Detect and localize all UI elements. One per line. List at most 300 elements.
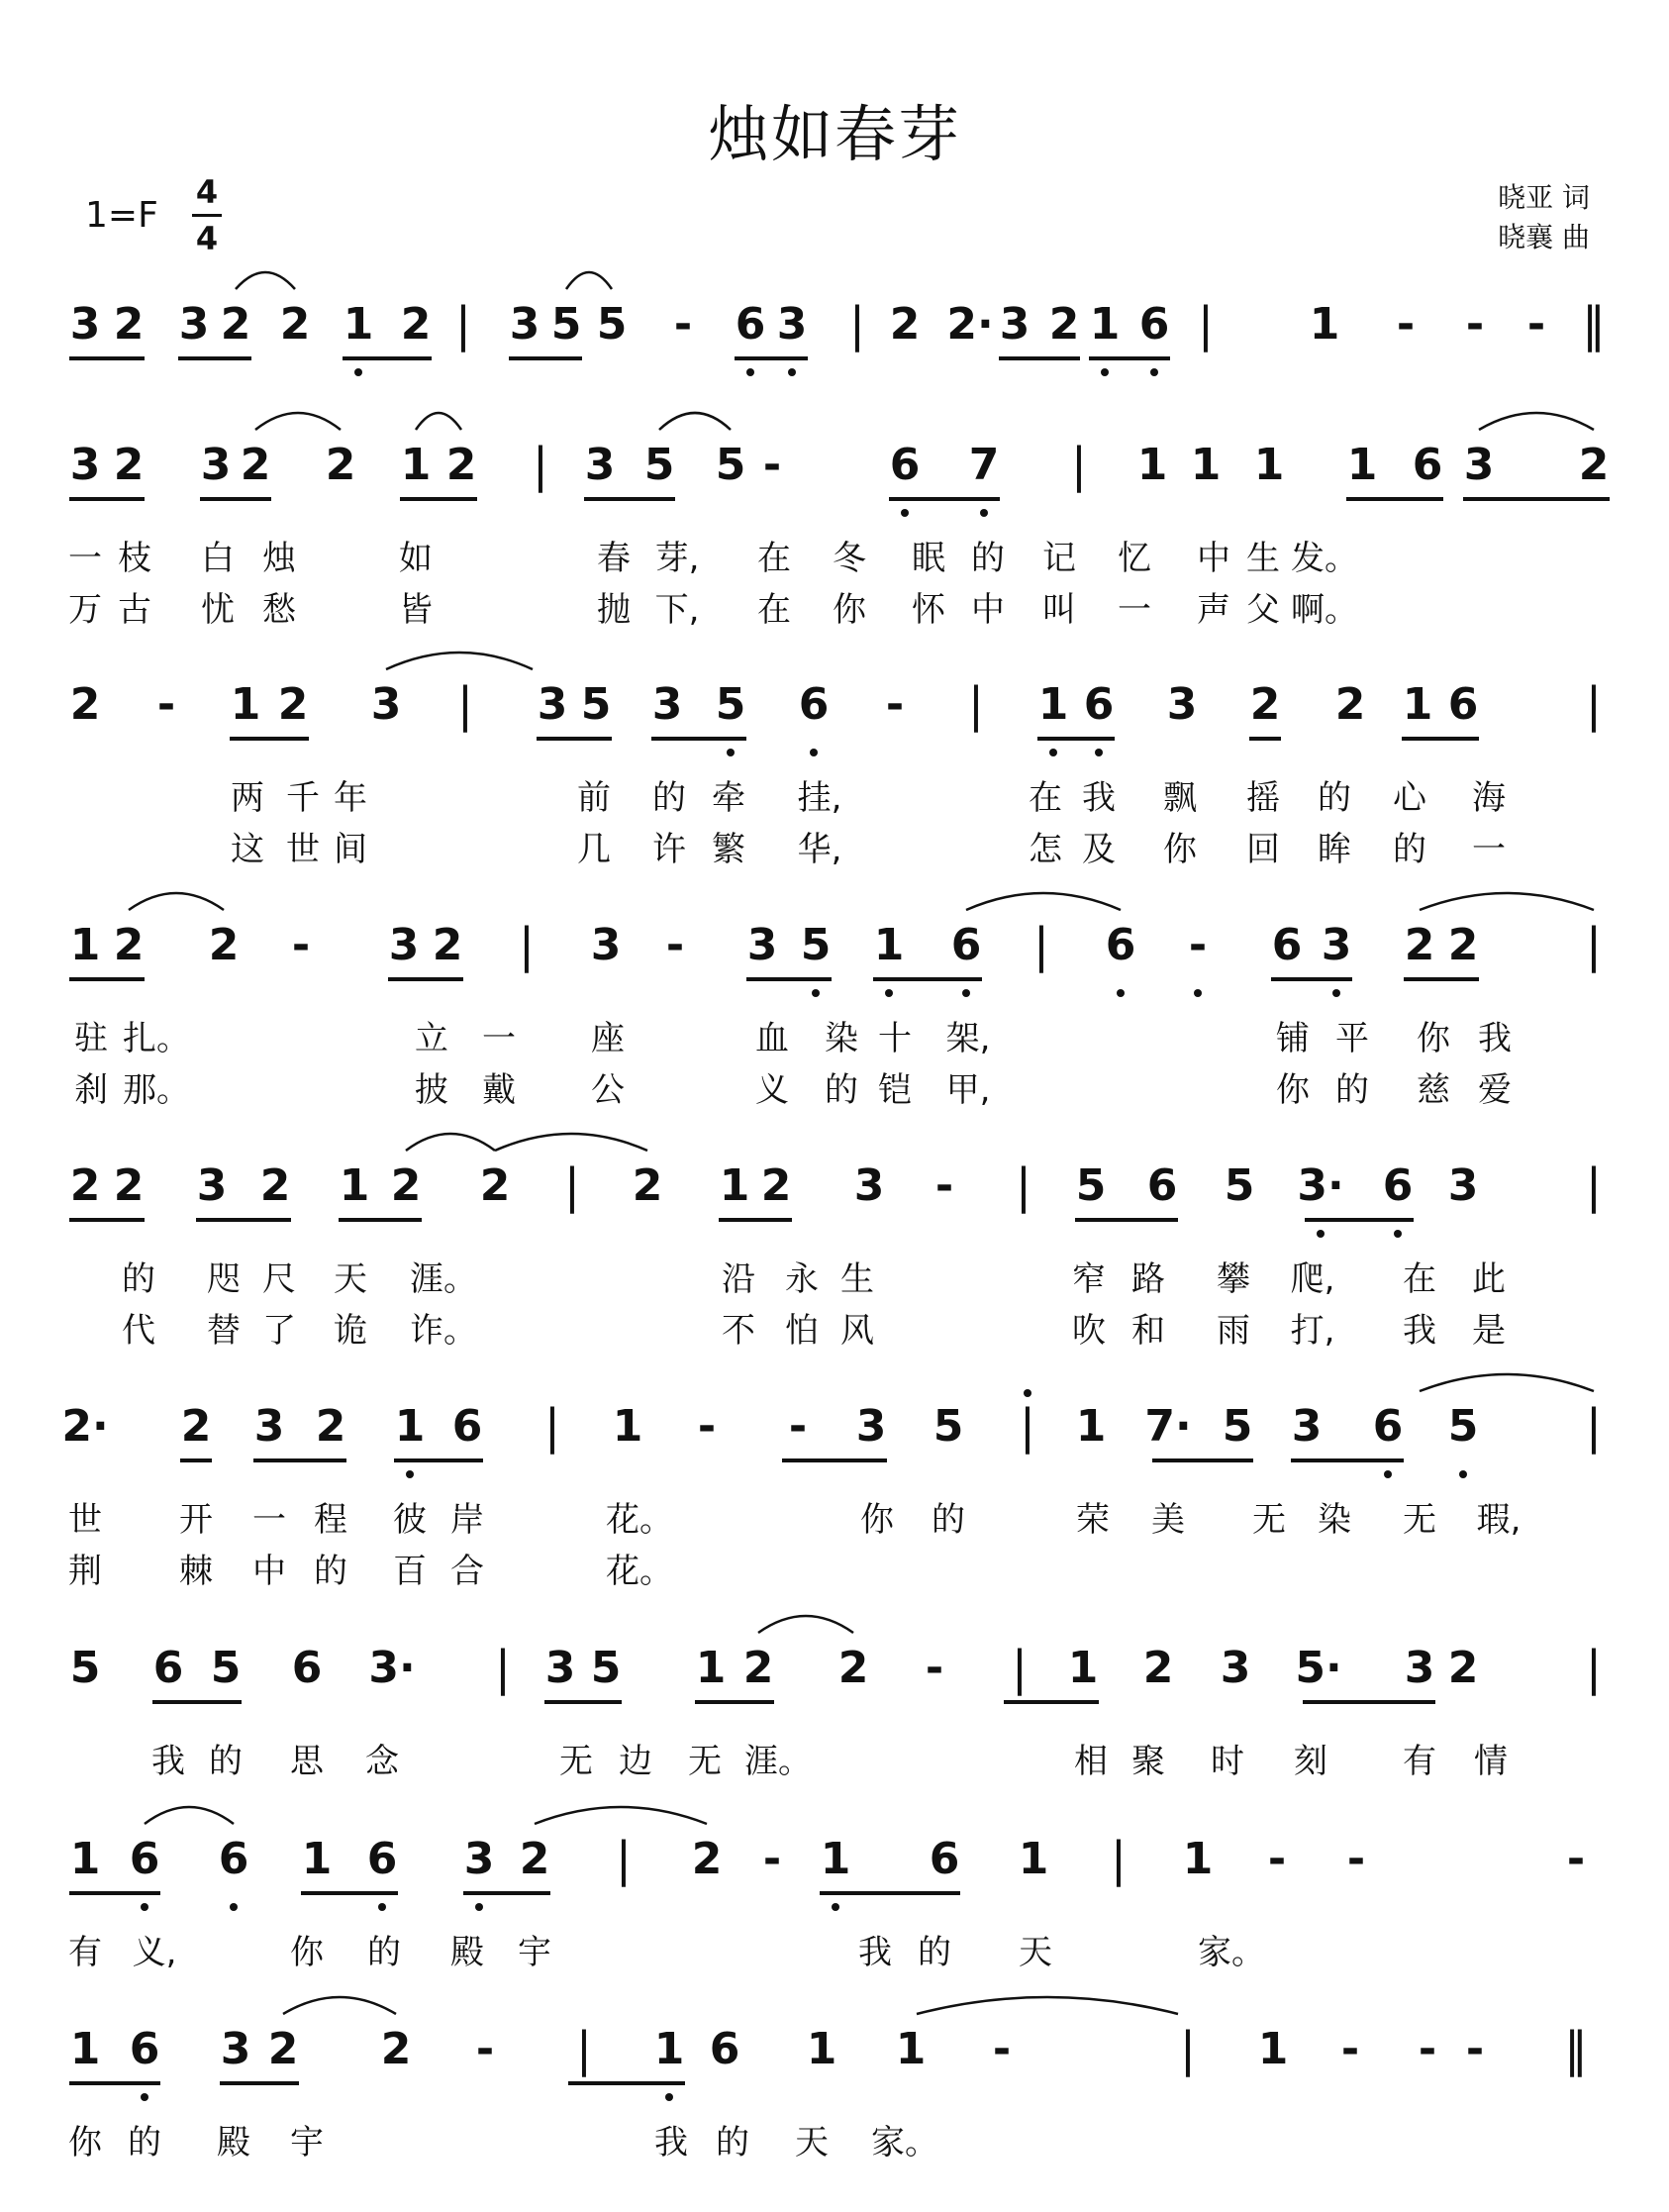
note: 1: [695, 1643, 727, 1693]
dash: -: [762, 1834, 782, 1884]
note: 2: [69, 1160, 101, 1211]
note: 6: [129, 1834, 160, 1884]
note: 3: [776, 299, 808, 350]
barline: |: [1110, 1832, 1128, 1887]
note: 2: [113, 299, 145, 350]
lyric-char: 你: [1163, 830, 1197, 869]
lyric-char: 生: [1246, 539, 1280, 578]
dash: -: [665, 920, 685, 970]
lyric-char: 的: [1335, 1070, 1369, 1110]
note: 2: [519, 1834, 550, 1884]
slur-arc: [236, 272, 295, 289]
note: 2: [180, 1401, 212, 1452]
dash: -: [1526, 299, 1546, 350]
note: 1: [653, 2024, 685, 2074]
dash: -: [1396, 299, 1416, 350]
lyric-char: 万: [68, 590, 102, 630]
slur-arc: [386, 653, 533, 669]
note: 2: [837, 1643, 869, 1693]
barline: |: [615, 1832, 633, 1887]
slur-arc: [1479, 413, 1594, 430]
note: 1: [1018, 1834, 1049, 1884]
note: 6: [1372, 1401, 1404, 1452]
lyric-char: 咫: [207, 1259, 241, 1299]
lyric-char: 我: [1478, 1019, 1512, 1058]
lyric-char: 的: [716, 2123, 749, 2162]
lyric-char: 摇: [1246, 778, 1280, 818]
lyric-char: 爱: [1478, 1070, 1512, 1110]
lyric-char: 的: [209, 1742, 243, 1781]
note: 6: [129, 2024, 160, 2074]
lyric-char: 春: [597, 539, 631, 578]
lyric-char: 染: [1318, 1500, 1351, 1540]
barline: |: [1197, 297, 1215, 352]
lyric-char: 千: [286, 778, 320, 818]
note: 6: [291, 1643, 323, 1693]
note: 5·: [1295, 1643, 1342, 1693]
note: 2: [113, 920, 145, 970]
lyric-char: 古: [118, 590, 151, 630]
note: 5: [643, 440, 675, 490]
note: 3: [1220, 1643, 1251, 1693]
lyric-char: 尺: [262, 1259, 296, 1299]
lyric-char: 无: [1252, 1500, 1286, 1540]
note: 3: [178, 299, 210, 350]
lyric-char: 中: [1197, 539, 1230, 578]
note: 3: [1291, 1401, 1323, 1452]
note: 6: [1146, 1160, 1178, 1211]
note: 3: [1463, 440, 1495, 490]
lyric-char: 下,: [654, 590, 700, 630]
note: 2: [240, 440, 271, 490]
lyric-char: 你: [1276, 1070, 1310, 1110]
note: 6: [929, 1834, 960, 1884]
lyric-char: 记: [1042, 539, 1076, 578]
barline: |: [1019, 1399, 1036, 1455]
lyric-char: 花。: [606, 1500, 673, 1540]
note: 2: [760, 1160, 792, 1211]
dash: -: [291, 920, 311, 970]
lyric-char: 荣: [1076, 1500, 1110, 1540]
note: 3: [746, 920, 778, 970]
lyric-char: 心: [1393, 778, 1426, 818]
lyric-char: 有: [1403, 1742, 1436, 1781]
barline: |: [456, 677, 474, 733]
note: 3: [388, 920, 420, 970]
lyric-char: 叫: [1042, 590, 1076, 630]
barline: |: [1032, 918, 1050, 973]
lyric-char: 染: [825, 1019, 858, 1058]
slur-arc: [566, 272, 612, 289]
slur-arc: [917, 1997, 1178, 2014]
barline: |: [494, 1641, 512, 1696]
note: 1: [1190, 440, 1222, 490]
lyric-char: 无: [688, 1742, 722, 1781]
lyric-char: 代: [122, 1311, 155, 1351]
dash: -: [788, 1401, 808, 1452]
lyric-char: 这: [231, 830, 264, 869]
lyric-char: 义,: [132, 1933, 177, 1972]
lyric-char: 华,: [797, 830, 842, 869]
note: 1: [895, 2024, 927, 2074]
note: 1: [69, 1834, 101, 1884]
note: 7: [968, 440, 1000, 490]
barline: |: [532, 438, 549, 493]
note: 1: [1075, 1401, 1107, 1452]
lyric-char: 涯。: [410, 1259, 477, 1299]
slur-arc: [495, 1134, 647, 1151]
lyric-char: 皆: [399, 590, 433, 630]
note: 5: [596, 299, 628, 350]
lyric-char: 此: [1472, 1259, 1506, 1299]
note: 6: [950, 920, 982, 970]
lyric-char: 刹: [74, 1070, 108, 1110]
dash: -: [925, 1643, 944, 1693]
lyric-char: 的: [932, 1500, 965, 1540]
note: 2: [432, 920, 463, 970]
note: 3: [1321, 920, 1352, 970]
lyric-char: 花。: [606, 1552, 673, 1591]
lyric-char: 攀: [1217, 1259, 1250, 1299]
note: 2: [889, 299, 921, 350]
dash: -: [1566, 1834, 1586, 1884]
note: 1: [1136, 440, 1168, 490]
lyric-char: 爬,: [1290, 1259, 1335, 1299]
barline: |: [848, 297, 866, 352]
note: 3: [463, 1834, 495, 1884]
lyric-char: 十: [878, 1019, 912, 1058]
note: 2: [691, 1834, 723, 1884]
lyric-char: 中: [252, 1552, 286, 1591]
barline: |: [1585, 918, 1603, 973]
note: 3: [590, 920, 622, 970]
dash: -: [1188, 920, 1208, 970]
barline: |: [454, 297, 472, 352]
note: 2: [1404, 920, 1435, 970]
slur-arc: [255, 413, 341, 430]
time-signature-bottom: 4: [195, 220, 219, 257]
note: 3: [370, 679, 402, 730]
note: 5: [933, 1401, 964, 1452]
lyric-char: 牵: [712, 778, 745, 818]
lyric-char: 前: [577, 778, 611, 818]
lyric-char: 刻: [1294, 1742, 1327, 1781]
lyric-char: 抛: [597, 590, 631, 630]
lyric-char: 打,: [1290, 1311, 1335, 1351]
lyric-char: 的: [367, 1933, 401, 1972]
lyric-char: 我: [654, 2123, 688, 2162]
note: 6: [1271, 920, 1303, 970]
lyric-char: 披: [415, 1070, 448, 1110]
slur-arc: [535, 1807, 707, 1824]
note: 2: [279, 299, 311, 350]
lyric-char: 家。: [1198, 1933, 1265, 1972]
barline: ‖: [1564, 2022, 1588, 2077]
note: 5: [590, 1643, 622, 1693]
dash: -: [1346, 1834, 1366, 1884]
lyric-char: 生: [840, 1259, 874, 1299]
note: 3: [855, 1401, 887, 1452]
lyric-char: 座: [591, 1019, 625, 1058]
note: 1: [1067, 1643, 1099, 1693]
lyric-char: 的: [314, 1552, 347, 1591]
note: 1: [1037, 679, 1069, 730]
lyric-char: 的: [652, 778, 686, 818]
note: 7·: [1144, 1401, 1192, 1452]
lyric-char: 天: [1019, 1933, 1052, 1972]
barline: |: [1585, 1399, 1603, 1455]
barline: ‖: [1582, 297, 1606, 352]
lyric-char: 回: [1246, 830, 1280, 869]
lyric-char: 父: [1246, 590, 1280, 630]
slur-arc: [1420, 1374, 1594, 1391]
note: 2: [315, 1401, 346, 1452]
dash: -: [1267, 1834, 1287, 1884]
lyric-char: 边: [619, 1742, 652, 1781]
lyric-char: 我: [151, 1742, 185, 1781]
lyric-char: 义: [755, 1070, 789, 1110]
note: 3·: [1297, 1160, 1344, 1211]
lyric-char: 彼: [393, 1500, 427, 1540]
lyric-char: 芽,: [654, 539, 700, 578]
note: 1: [1257, 2024, 1289, 2074]
lyric-char: 如: [399, 539, 433, 578]
note: 6: [1105, 920, 1136, 970]
note: 3: [220, 2024, 251, 2074]
lyric-char: 雨: [1217, 1311, 1250, 1351]
slur-arc: [129, 893, 224, 910]
note: 3: [509, 299, 540, 350]
lyric-char: 是: [1472, 1311, 1506, 1351]
dash: -: [934, 1160, 954, 1211]
lyric-char: 眸: [1318, 830, 1351, 869]
composer-credit: 晓襄 曲: [1498, 221, 1590, 253]
lyric-char: 天: [795, 2123, 829, 2162]
lyric-char: 眠: [912, 539, 945, 578]
lyric-char: 挂,: [797, 778, 842, 818]
note: 6: [1382, 1160, 1414, 1211]
lyric-char: 海: [1472, 778, 1506, 818]
lyric-char: 的: [128, 2123, 161, 2162]
lyric-char: 那。: [123, 1070, 190, 1110]
lyric-char: 在: [1403, 1259, 1436, 1299]
note: 2: [1334, 679, 1366, 730]
note: 3: [544, 1643, 576, 1693]
lyric-char: 替: [207, 1311, 241, 1351]
slur-arc: [758, 1616, 853, 1633]
lyric-char: 间: [334, 830, 367, 869]
slur-arc: [283, 1997, 396, 2014]
note: 2: [445, 440, 477, 490]
lyric-char: 合: [450, 1552, 484, 1591]
note: 2: [220, 299, 251, 350]
lyric-char: 一: [1472, 830, 1506, 869]
note: 1: [1089, 299, 1121, 350]
dash: -: [1465, 299, 1485, 350]
lyric-char: 程: [314, 1500, 347, 1540]
note: 2: [742, 1643, 774, 1693]
lyric-char: 枝: [118, 539, 151, 578]
note: 6: [1447, 679, 1479, 730]
note: 6: [451, 1401, 483, 1452]
note: 1: [230, 679, 261, 730]
lyric-char: 忧: [201, 590, 235, 630]
lyric-char: 家。: [871, 2123, 938, 2162]
lyric-char: 岸: [450, 1500, 484, 1540]
lyric-char: 怕: [785, 1311, 819, 1351]
lyric-char: 宇: [518, 1933, 551, 1972]
lyric-char: 血: [755, 1019, 789, 1058]
lyric-char: 飘: [1163, 778, 1197, 818]
dash: -: [885, 679, 905, 730]
lyric-char: 无: [559, 1742, 593, 1781]
lyric-char: 风: [840, 1311, 874, 1351]
lyric-char: 怀: [912, 590, 945, 630]
lyric-char: 两: [231, 778, 264, 818]
lyric-char: 窄: [1072, 1259, 1106, 1299]
note: 5: [715, 679, 746, 730]
lyric-char: 铺: [1276, 1019, 1310, 1058]
lyric-char: 戴: [482, 1070, 516, 1110]
slur-arc: [416, 413, 461, 430]
lyric-char: 天: [334, 1259, 367, 1299]
note: 3: [1166, 679, 1198, 730]
note: 2: [1578, 440, 1610, 490]
note: 2: [277, 679, 309, 730]
lyric-char: 你: [68, 2123, 102, 2162]
lyric-char: 诈。: [410, 1311, 477, 1351]
lyric-char: 百: [393, 1552, 427, 1591]
note: 6: [735, 299, 766, 350]
lyric-char: 不: [722, 1311, 755, 1351]
lyric-char: 许: [652, 830, 686, 869]
note: 2: [400, 299, 432, 350]
song-title: 烛如春芽: [707, 98, 961, 170]
lyric-char: 的: [1393, 830, 1426, 869]
lyric-char: 棘: [179, 1552, 213, 1591]
note: 1: [69, 920, 101, 970]
note: 3: [1404, 1643, 1435, 1693]
barline: |: [543, 1399, 561, 1455]
note: 1: [1182, 1834, 1214, 1884]
lyric-char: 了: [262, 1311, 296, 1351]
lyric-char: 一: [68, 539, 102, 578]
lyric-char: 的: [971, 539, 1005, 578]
note: 3: [537, 679, 568, 730]
lyric-char: 几: [577, 830, 611, 869]
lyric-char: 时: [1211, 1742, 1244, 1781]
slur-arc: [659, 413, 731, 430]
note: 1: [873, 920, 905, 970]
slur-arc: [145, 1807, 234, 1824]
lyric-char: 公: [591, 1070, 625, 1110]
barline: |: [1070, 438, 1088, 493]
barline: |: [1585, 1641, 1603, 1696]
dash: -: [1465, 2024, 1485, 2074]
lyric-char: 念: [365, 1742, 399, 1781]
barline: |: [575, 2022, 593, 2077]
note: 1: [1309, 299, 1340, 350]
note: 6: [1412, 440, 1443, 490]
barline: |: [1015, 1158, 1032, 1214]
note: 5: [210, 1643, 242, 1693]
note: 3: [196, 1160, 228, 1211]
dash: -: [156, 679, 176, 730]
note: 6: [218, 1834, 249, 1884]
lyric-char: 我: [1403, 1311, 1436, 1351]
note: 1: [806, 2024, 837, 2074]
lyric-char: 在: [757, 539, 791, 578]
dash: -: [673, 299, 693, 350]
barline: |: [1179, 2022, 1197, 2077]
barline: |: [563, 1158, 581, 1214]
barline: |: [967, 677, 985, 733]
lyric-char: 思: [290, 1742, 324, 1781]
note: 3: [584, 440, 616, 490]
lyric-char: 在: [757, 590, 791, 630]
dash: -: [1418, 2024, 1437, 2074]
lyric-char: 聚: [1131, 1742, 1165, 1781]
lyric-char: 美: [1151, 1500, 1185, 1540]
lyric-char: 相: [1074, 1742, 1108, 1781]
note: 5: [1222, 1401, 1253, 1452]
note: 2: [259, 1160, 291, 1211]
lyric-char: 情: [1474, 1742, 1508, 1781]
note: 5: [1447, 1401, 1479, 1452]
note: 2: [1142, 1643, 1174, 1693]
note: 2: [267, 2024, 299, 2074]
lyric-char: 及: [1082, 830, 1116, 869]
lyric-char: 我: [1082, 778, 1116, 818]
lyric-char: 啊。: [1291, 590, 1358, 630]
lyric-char: 架,: [945, 1019, 991, 1058]
note: 2: [390, 1160, 422, 1211]
time-signature-top: 4: [195, 173, 219, 211]
note: 3: [651, 679, 683, 730]
note: 1: [1346, 440, 1378, 490]
barline: |: [1011, 1641, 1029, 1696]
note: 3: [69, 440, 101, 490]
note: 5: [580, 679, 612, 730]
note: 3: [253, 1401, 285, 1452]
lyric-char: 殿: [217, 2123, 250, 2162]
note: 1: [394, 1401, 426, 1452]
lyric-char: 一: [252, 1500, 286, 1540]
note: 2: [1249, 679, 1281, 730]
lyric-char: 荆: [68, 1552, 102, 1591]
note: 2·: [61, 1401, 109, 1452]
note: 2: [380, 2024, 412, 2074]
note: 3: [69, 299, 101, 350]
lyric-char: 的: [1318, 778, 1351, 818]
note: 6: [889, 440, 921, 490]
lyric-char: 你: [1417, 1019, 1450, 1058]
note: 3: [999, 299, 1031, 350]
note: 1: [301, 1834, 333, 1884]
lyric-char: 冬: [833, 539, 866, 578]
lyricist-credit: 晓亚 词: [1498, 181, 1590, 214]
lyric-char: 世: [68, 1500, 102, 1540]
note: 5: [550, 299, 582, 350]
note: 2: [1447, 920, 1479, 970]
lyric-char: 无: [1403, 1500, 1436, 1540]
lyric-char: 中: [971, 590, 1005, 630]
note: 6: [1083, 679, 1115, 730]
lyric-char: 和: [1131, 1311, 1165, 1351]
lyric-char: 宇: [290, 2123, 324, 2162]
note: 3·: [368, 1643, 416, 1693]
note: 1: [69, 2024, 101, 2074]
